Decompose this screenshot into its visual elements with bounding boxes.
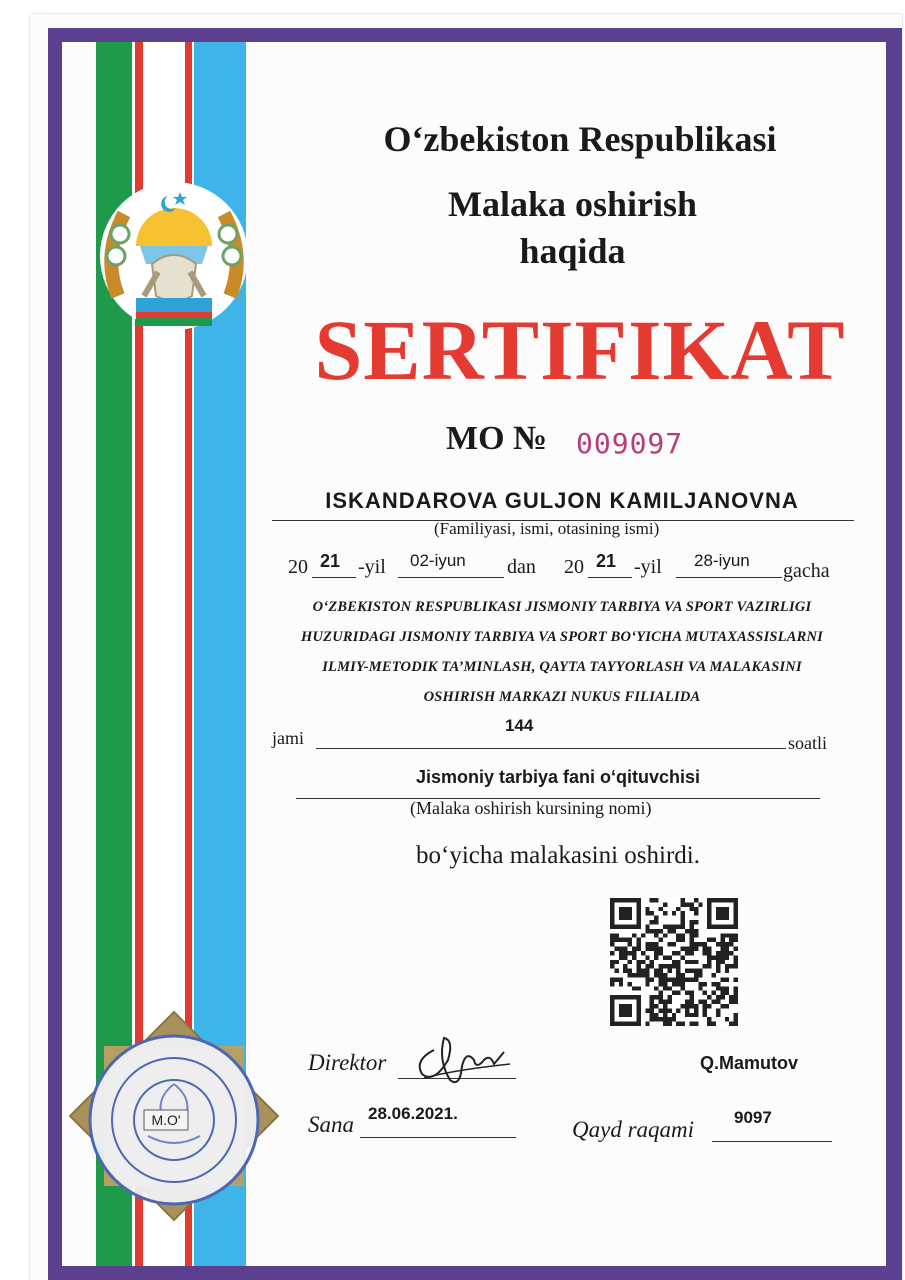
registration-number: 9097 <box>734 1108 772 1127</box>
frame-border-top <box>48 28 902 42</box>
header-subtitle: Malaka oshirish <box>447 184 698 224</box>
period-yil-2: -yil <box>634 556 662 578</box>
series-label: MO № <box>446 420 548 457</box>
hours-underline <box>316 748 786 749</box>
qr-code-icon <box>610 898 738 1026</box>
institution-line-2: HUZURIDAGI JISMONIY TARBIYA VA SPORT BO‘YICHA MUTAXASSISLARNI <box>301 629 823 645</box>
completion-statement: bo‘yicha malakasini oshirdi. <box>416 842 700 869</box>
start-date-underline <box>398 577 504 578</box>
period-yil: -yil <box>358 556 386 578</box>
header-country: O‘zbekiston Respublikasi <box>383 119 777 159</box>
seal-center-text: M.O' <box>151 1112 181 1128</box>
period-year-prefix-2: 20 <box>564 556 584 578</box>
official-seal-icon <box>66 1008 282 1224</box>
period-year-prefix: 20 <box>288 556 308 578</box>
course-name: Jismoniy tarbiya fani o‘qituvchisi <box>415 767 701 787</box>
period-gacha: gacha <box>783 560 830 582</box>
institution-line-3: ILMIY-METODIK TA’MINLASH, QAYTA TAYYORLASH VA MALAKASINI <box>322 659 802 675</box>
page-title: SERTIFIKAT <box>314 302 846 398</box>
director-label: Direktor <box>308 1050 387 1075</box>
start-year-underline <box>312 577 356 578</box>
hours-jami: jami <box>272 728 304 748</box>
period-start-year: 21 <box>320 551 341 571</box>
period-end-date: 28-iyun <box>694 551 750 570</box>
course-caption: (Malaka oshirish kursining nomi) <box>410 798 652 818</box>
frame-border-left <box>48 28 62 1280</box>
director-name: Q.Mamutov <box>700 1053 799 1073</box>
period-start-date: 02-iyun <box>410 551 466 570</box>
frame-border-right <box>886 28 902 1280</box>
issue-date: 28.06.2021. <box>368 1104 458 1123</box>
director-signature-icon <box>404 1030 516 1092</box>
name-caption: (Familiyasi, ismi, otasining ismi) <box>434 519 660 538</box>
registration-label: Qayd raqami <box>572 1117 695 1142</box>
certificate-number: 009097 <box>576 427 684 460</box>
date-label: Sana <box>308 1112 354 1137</box>
hours-value: 144 <box>505 716 534 735</box>
header-subtitle-2: haqida <box>519 231 626 271</box>
hours-soatli: soatli <box>788 733 827 753</box>
recipient-name: ISKANDAROVA GULJON KAMILJANOVNA <box>325 488 799 513</box>
period-dan: dan <box>507 556 536 578</box>
institution-line-4: OSHIRISH MARKAZI NUKUS FILIALIDA <box>423 689 701 705</box>
institution-line-1: O‘ZBEKISTON RESPUBLIKASI JISMONIY TARBIYA VA SPORT VAZIRLIGI <box>312 599 812 615</box>
state-emblem-icon <box>96 176 252 332</box>
end-year-underline <box>588 577 632 578</box>
date-underline <box>360 1137 516 1138</box>
end-date-underline <box>676 577 782 578</box>
frame-border-bottom <box>48 1266 902 1280</box>
registration-underline <box>712 1141 832 1142</box>
period-end-year: 21 <box>596 551 617 571</box>
